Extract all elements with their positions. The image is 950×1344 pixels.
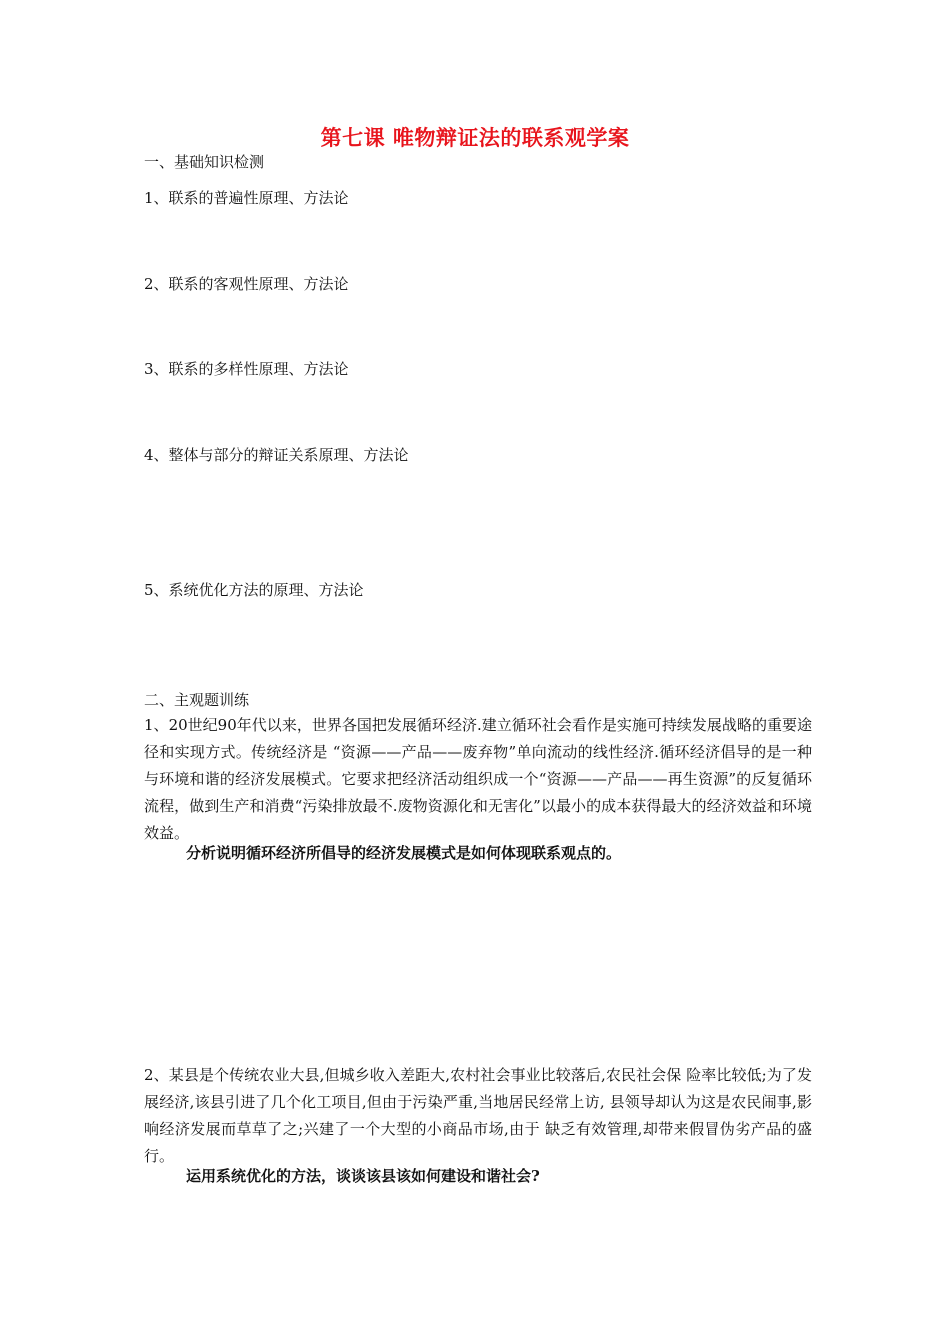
section1-item-1: 1、联系的普遍性原理、方法论 xyxy=(144,189,349,207)
question-1-text: 1、20世纪90年代以来，世界各国把发展循环经济.建立循环社会看作是实施可持续发展战略的重要途径和实现方式。传统经济是 “资源——产品——废弃物”单向流动的线性经济.循环经济倡导的是一种与环境和谐的经济发展模式。它要求把经济活动组织成一个“资源——产品——再生资源”的反复循环流程，做到生产和消费“污染排放最不.废物资源化和无害化”以最小的成本获得最大的经济效益和环境效益。 xyxy=(144,716,812,842)
section1-item-5: 5、系统优化方法的原理、方法论 xyxy=(144,581,364,599)
question-2-prompt: 运用系统优化的方法，谈谈该县该如何建设和谐社会? xyxy=(186,1167,540,1185)
question-2-text: 2、某县是个传统农业大县,但城乡收入差距大,农村社会事业比较落后,农民社会保 险率比较低;为了发展经济,该县引进了几个化工项目,但由于污染严重,当地居民经常上访, 县领导却认为这是农民闹事,影响经济发展而草草了之;兴建了一个大型的小商品市场,由于 缺乏有效管理,却带来假冒伪劣产品的盛行。 xyxy=(144,1066,812,1165)
section1-item-3: 3、联系的多样性原理、方法论 xyxy=(144,360,349,378)
question-1-prompt: 分析说明循环经济所倡导的经济发展模式是如何体现联系观点的。 xyxy=(186,844,622,862)
section1-item-2: 2、联系的客观性原理、方法论 xyxy=(144,275,349,293)
page-title: 第七课 唯物辩证法的联系观学案 xyxy=(320,125,630,150)
section2-heading: 二、主观题训练 xyxy=(144,691,250,709)
section1-item-4: 4、整体与部分的辩证关系原理、方法论 xyxy=(144,446,409,464)
section1-heading: 一、基础知识检测 xyxy=(144,153,265,171)
